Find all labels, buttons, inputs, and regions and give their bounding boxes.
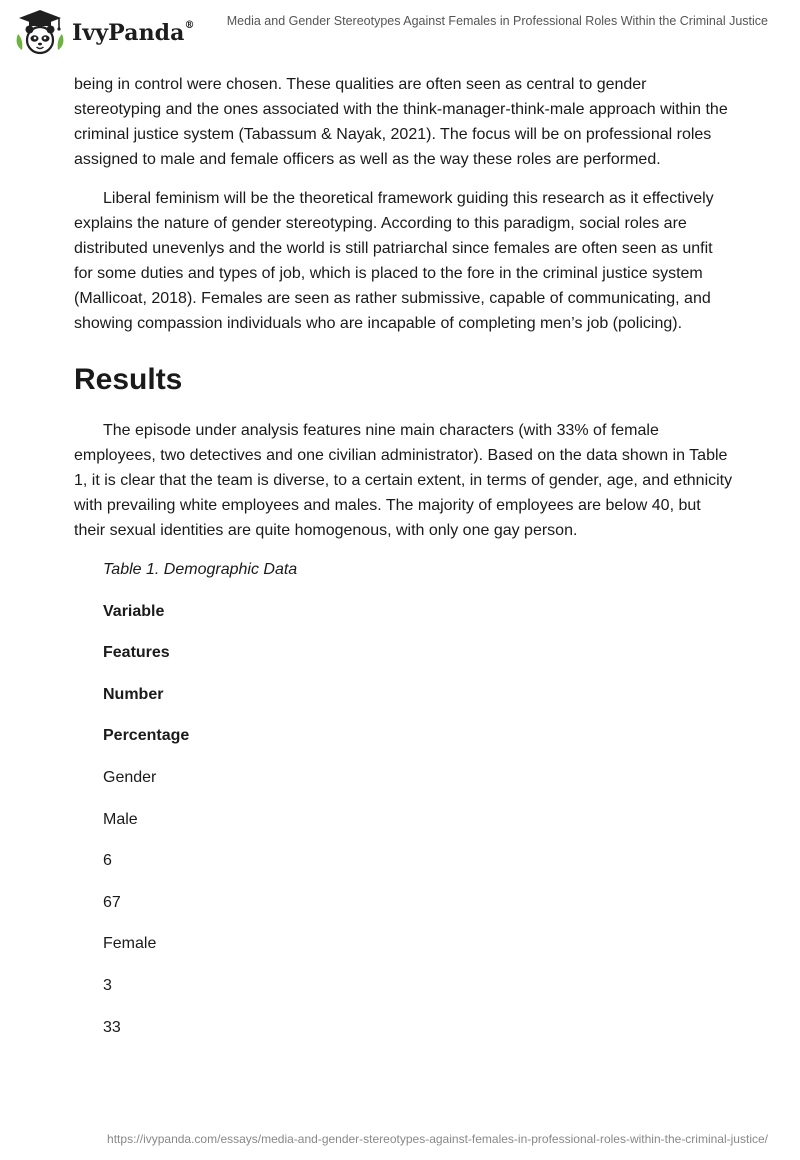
panda-graduate-icon	[14, 8, 66, 56]
table-cell: 3	[103, 976, 112, 994]
results-heading: Results	[74, 363, 183, 396]
paragraph: The episode under analysis features nine main characters (with 33% of female employees, two detectives and one civilian administrator). Based on the data shown in Table 1, it is clear that the team is diverse, to a certain extent, in terms of gender, age, and ethnicity with prevailing white employees and males. The majority of employees are below 40, but their sexual identities are quite homogenous, with only one gay person.	[74, 422, 733, 539]
paragraph: Liberal feminism will be the theoretical framework guiding this research as it effectively explains the nature of gender stereotyping. According to this paradigm, social roles are distributed unevenlys and the world is still patriarchal since females are often seen as unfit for some duties and types of job, which is placed to the fore in the criminal justice system (Mallicoat, 2018). Females are seen as rather submissive, capable of communicating, and showing compassion individuals who are incapable of completing men’s job (policing).	[74, 190, 714, 332]
table-cell: Male	[103, 810, 138, 828]
document-title: Media and Gender Stereotypes Against Females in Professional Roles Within the Criminal Justice	[226, 14, 768, 28]
table-cell: Gender	[103, 768, 157, 786]
table-cell: 67	[103, 893, 121, 911]
source-url[interactable]: https://ivypanda.com/essays/media-and-gender-stereotypes-against-females-in-professional-roles-within-the-criminal-justice/	[107, 1132, 768, 1146]
ivypanda-logo[interactable]	[14, 8, 195, 56]
table-header-cell: Percentage	[103, 727, 190, 745]
table-caption: Table 1. Demographic Data	[103, 561, 298, 578]
demographic-table	[103, 599, 734, 1040]
table-header-cell: Variable	[103, 602, 165, 620]
brand-name: IvyPanda®	[72, 19, 195, 46]
table-header-cell: Number	[103, 685, 164, 703]
table-cell: Female	[103, 935, 157, 953]
essay-body	[74, 72, 734, 1040]
page-header	[0, 0, 800, 60]
paragraph: being in control were chosen. These qualities are often seen as central to gender stereotyping and the ones associated with the think-manager-think-male approach within the criminal justice system (Tabassum & Nayak, 2021). The focus will be on professional roles assigned to male and female officers as well as the way these roles are performed.	[74, 76, 728, 168]
table-header-cell: Features	[103, 644, 170, 662]
table-cell: 6	[103, 852, 112, 870]
table-cell: 33	[103, 1018, 121, 1036]
